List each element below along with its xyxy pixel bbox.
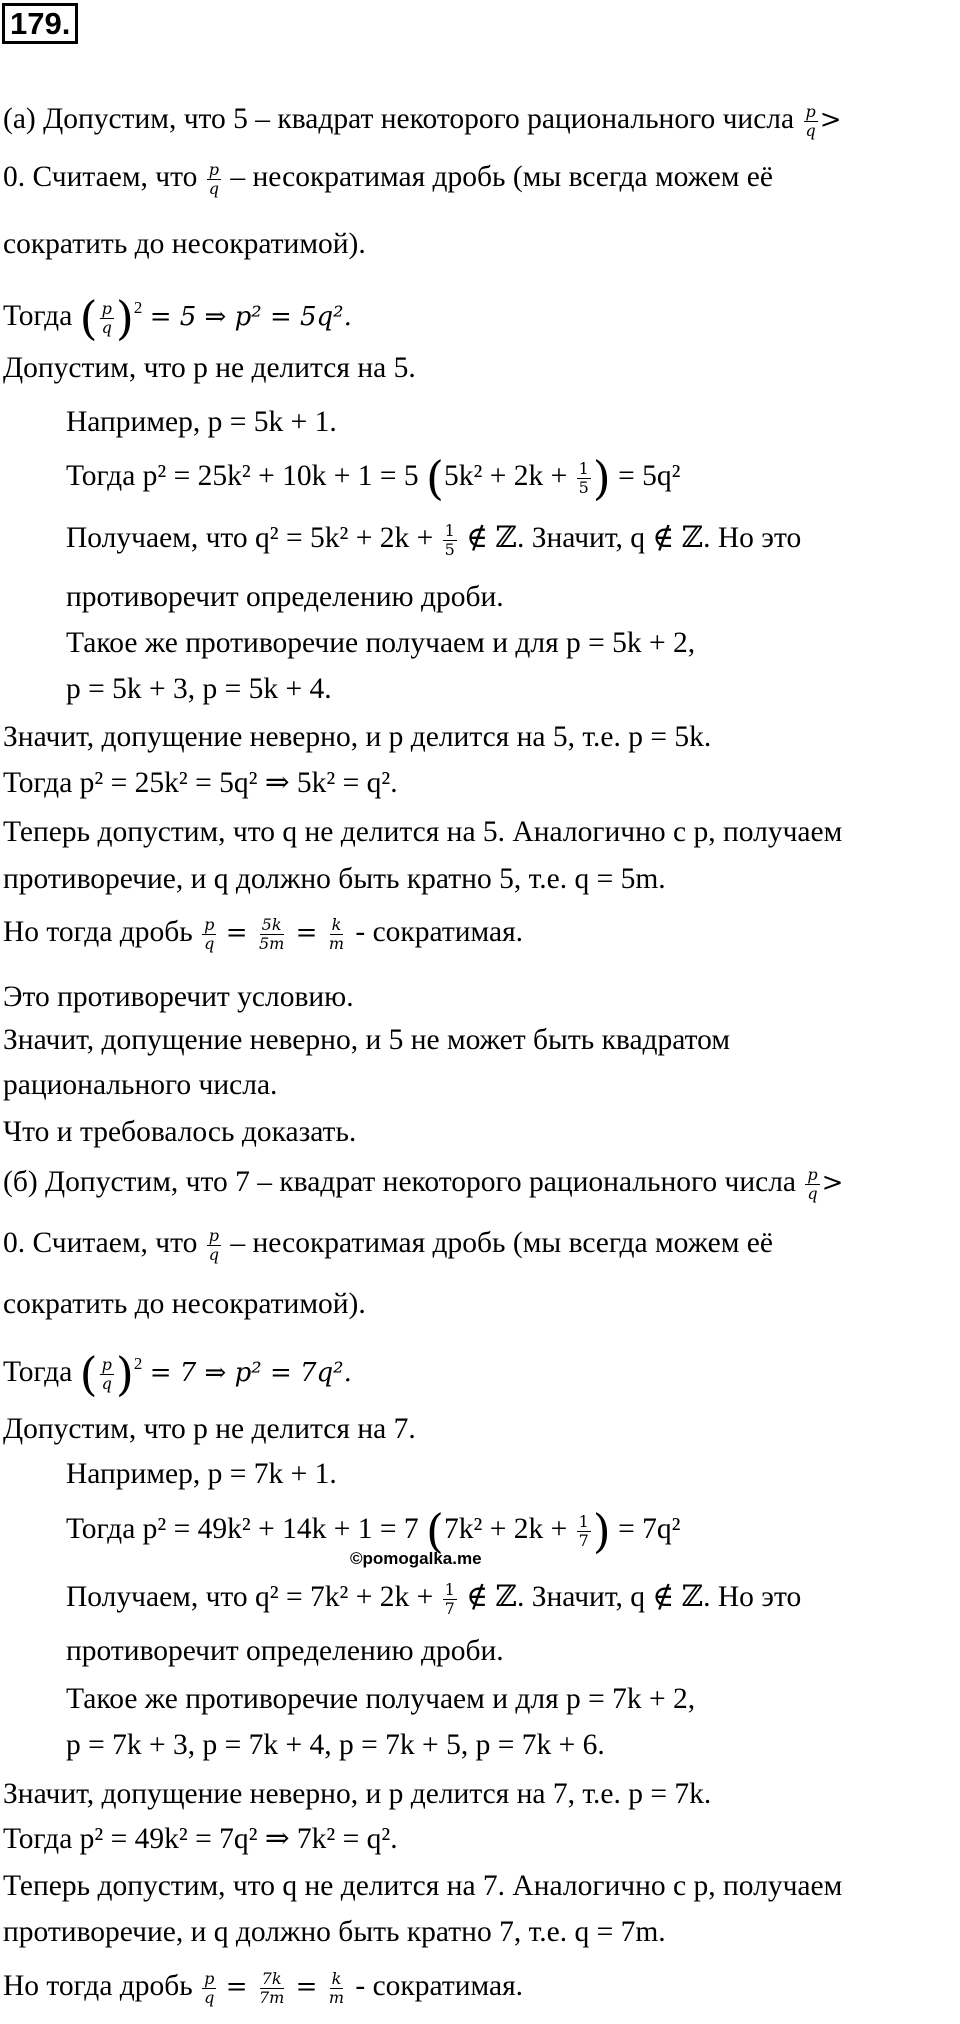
fraction-p-q: $\frac{p}{q}$	[807, 1164, 818, 1203]
b-line-6: Например, p = 7k + 1.	[66, 1458, 337, 1490]
a-line-19: рационального числа.	[3, 1069, 278, 1101]
b-line-11: p = 7k + 3, p = 7k + 4, p = 7k + 5, p = 7k + 6.	[66, 1729, 605, 1761]
a-line-1: (a) Допустим, что 5 – квадрат некоторого рационального числа $\frac{p}{q}$ >	[3, 101, 842, 140]
b-line-3: сократить до несократимой).	[3, 1288, 366, 1320]
a-line-6: Например, p = 5k + 1.	[66, 406, 337, 438]
b-line-7: Тогда p² = 49k² + 14k + 1 = 7 (7k² + 2k + $\frac{1}{7}$ ) = 7q²	[66, 1504, 681, 1559]
a-line-3: сократить до несократимой).	[3, 228, 366, 260]
fraction-p-q: $\frac{p}{q}$	[208, 159, 219, 198]
fraction-1-7: $\frac{1}{7}$	[578, 1511, 589, 1550]
b-line-13: Тогда p² = 49k² = 7q² ⇒ 7k² = q².	[3, 1823, 398, 1855]
b-line-10: Такое же противоречие получаем и для p = 7k + 2,	[66, 1683, 696, 1715]
a-line-16: Но тогда дробь $\frac{p}{q}$ = $\frac{5k}{5m}$ = $\frac{k}{m}$ - сократимая.	[3, 914, 524, 953]
fraction-p-q: $\frac{p}{q}$	[101, 1354, 112, 1393]
a-line-14: Теперь допустим, что q не делится на 5. Аналогично с p, получаем	[3, 816, 843, 848]
fraction-1-5: $\frac{1}{5}$	[578, 458, 589, 497]
a-line-10: Такое же противоречие получаем и для p = 5k + 2,	[66, 627, 696, 659]
fraction-p-q: $\frac{p}{q}$	[208, 1225, 219, 1264]
b-line-1: (б) Допустим, что 7 – квадрат некоторого рационального числа $\frac{p}{q}$ >	[3, 1164, 844, 1203]
a-line-2: 0. Считаем, что $\frac{p}{q}$ – несократимая дробь (мы всегда можем её	[3, 159, 773, 198]
fraction-p-q: $\frac{p}{q}$	[805, 101, 816, 140]
fraction-1-7: $\frac{1}{7}$	[444, 1579, 455, 1618]
fraction-1-5: $\frac{1}{5}$	[444, 520, 455, 559]
a-line-15: противоречие, и q должно быть кратно 5, т.е. q = 5m.	[3, 863, 666, 895]
b-line-9: противоречит определению дроби.	[66, 1635, 504, 1667]
b-line-5: Допустим, что p не делится на 7.	[3, 1413, 416, 1445]
b-line-4: Тогда ( $\frac{p}{q}$ )$^2$ = 7 ⇒ p² = 7q².	[3, 1347, 352, 1402]
a-line-11: p = 5k + 3, p = 5k + 4.	[66, 673, 332, 705]
b-line-15: противоречие, и q должно быть кратно 7, т.е. q = 7m.	[3, 1916, 666, 1948]
b-line-12: Значит, допущение неверно, и p делится на 7, т.е. p = 7k.	[3, 1778, 712, 1810]
problem-number: 179.	[2, 3, 78, 44]
a-line-17: Это противоречит условию.	[3, 981, 354, 1013]
a-line-18: Значит, допущение неверно, и 5 не может быть квадратом	[3, 1024, 730, 1056]
a-line-20: Что и требовалось доказать.	[3, 1116, 357, 1148]
a-line-8: Получаем, что q² = 5k² + 2k + $\frac{1}{5}$ ∉ ℤ. Значит, q ∉ ℤ. Но это	[66, 520, 802, 559]
fraction-p-q: $\frac{p}{q}$	[101, 298, 112, 337]
a-line-12: Значит, допущение неверно, и p делится на 5, т.е. p = 5k.	[3, 721, 712, 753]
a-line-4: Тогда ( $\frac{p}{q}$ )$^2$ = 5 ⇒ p² = 5q².	[3, 291, 352, 346]
a-line-7: Тогда p² = 25k² + 10k + 1 = 5 (5k² + 2k + $\frac{1}{5}$ ) = 5q²	[66, 451, 681, 506]
b-line-16: Но тогда дробь $\frac{p}{q}$ = $\frac{7k}{7m}$ = $\frac{k}{m}$ - сократимая.	[3, 1968, 524, 2007]
watermark: ©pomogalka.me	[350, 1549, 482, 1568]
a-line-13: Тогда p² = 25k² = 5q² ⇒ 5k² = q².	[3, 767, 398, 799]
b-line-2: 0. Считаем, что $\frac{p}{q}$ – несократимая дробь (мы всегда можем её	[3, 1225, 773, 1264]
a-line-5: Допустим, что p не делится на 5.	[3, 352, 416, 384]
b-line-8: Получаем, что q² = 7k² + 2k + $\frac{1}{7}$ ∉ ℤ. Значит, q ∉ ℤ. Но это	[66, 1579, 802, 1618]
a-line-9: противоречит определению дроби.	[66, 581, 504, 613]
b-line-14: Теперь допустим, что q не делится на 7. Аналогично с p, получаем	[3, 1870, 843, 1902]
